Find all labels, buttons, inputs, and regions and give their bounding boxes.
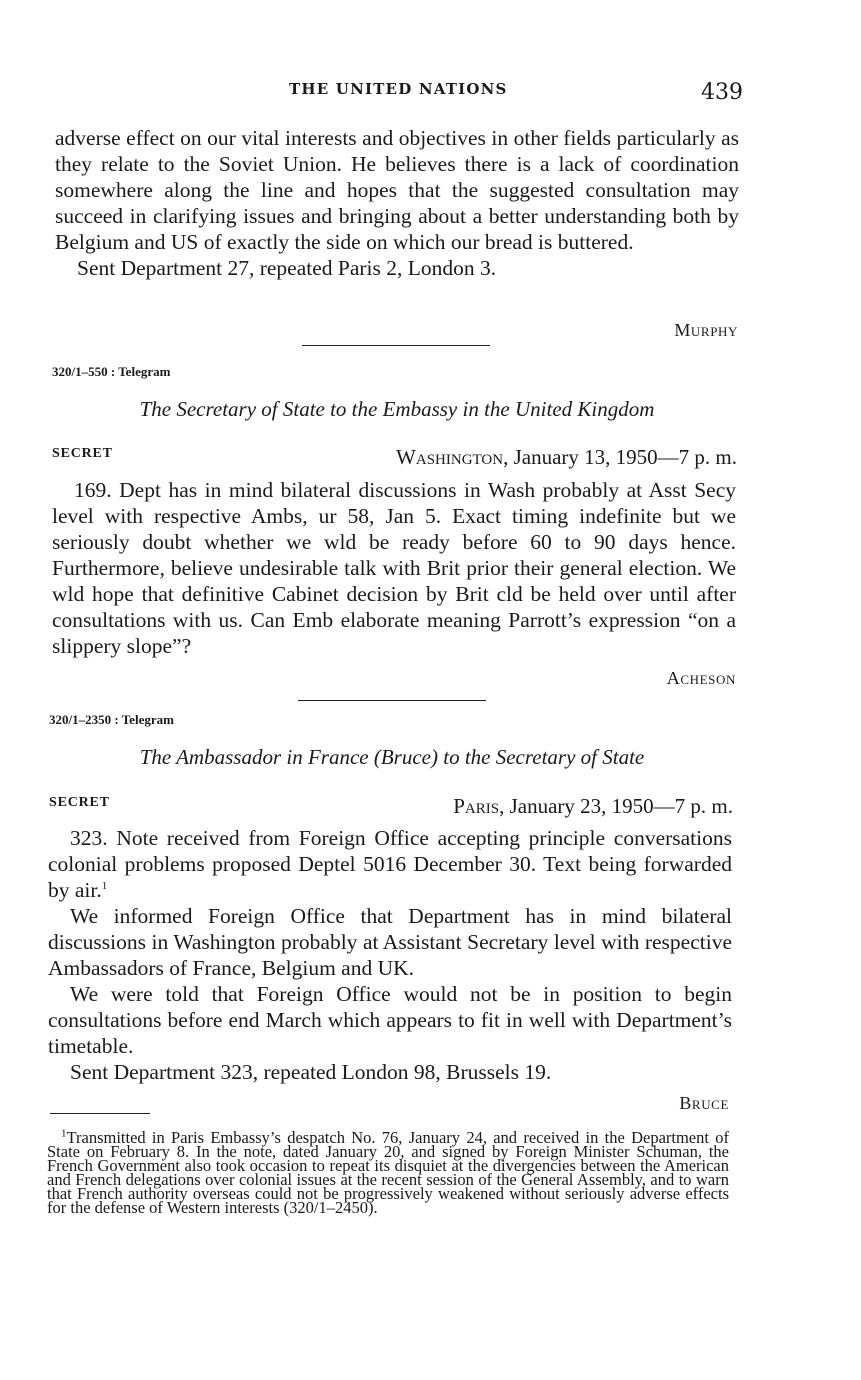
- footnote-rule: [50, 1113, 150, 1114]
- continuation-text-block: [55, 125, 739, 281]
- continuation-paragraph: adverse effect on our vital interests and objectives in other fields particularly as they relate to the Soviet Union. He believes there is a lack of coordination somewhere along the line and hopes that the suggested consultation may succeed in clarifying issues and bringing about a better understanding both by Belgium and US of exactly the side on which our bread is buttered.: [55, 126, 739, 254]
- doc1-classification: SECRET: [52, 446, 113, 461]
- running-title: THE UNITED NATIONS: [289, 80, 508, 98]
- section-divider: [302, 345, 490, 346]
- footnote-reference-mark: 1: [101, 879, 108, 892]
- doc1-heading: The Secretary of State to the Embassy in the United Kingdom: [139, 397, 655, 421]
- footnote-mark: 1: [61, 1127, 67, 1140]
- doc2-dateline: [300, 794, 733, 819]
- doc2-paragraph-2: We informed Foreign Office that Department has in mind bilateral discussions in Washington probably at Assistant Secretary level with respective Ambassadors of France, Belgium and UK.: [48, 904, 732, 980]
- doc2-sent-line: Sent Department 323, repeated London 98, Brussels 19.: [70, 1060, 552, 1084]
- doc2-file-reference: 320/1–2350 : Telegram: [49, 712, 174, 727]
- doc2-place: Paris,: [453, 794, 505, 818]
- footnote-block: [47, 1127, 729, 1217]
- signature-acheson: Acheson: [666, 668, 736, 688]
- doc2-paragraph-1-text: 323. Note received from Foreign Office accepting principle conversations colonial problems proposed Deptel 5016 December 30. Text being forwarded by air.: [48, 826, 732, 902]
- doc2-heading: [49, 745, 735, 770]
- doc2-heading-pre: The Ambassador in France (: [139, 745, 381, 769]
- signature-murphy: Murphy: [674, 320, 738, 340]
- signature-bruce: Bruce: [679, 1093, 729, 1113]
- section-divider: [298, 700, 486, 701]
- continuation-sent-line: Sent Department 27, repeated Paris 2, London 3.: [77, 256, 497, 280]
- doc1-date: January 13, 1950—7 p. m.: [513, 445, 737, 469]
- page-number: 439: [701, 80, 743, 105]
- doc2-paragraph-3: We were told that Foreign Office would not be in position to begin consultations before end March which appears to fit in well with Department’s timetable.: [48, 982, 732, 1058]
- doc2-paragraph-1: [48, 825, 732, 903]
- footnote-text: Transmitted in Paris Embassy’s despatch No. 76, January 24, and received in the Department of State on February 8. In the note, dated January 20, and signed by Foreign Minister Schuman, the French Government also took occasion to repeat its disquiet at the divergencies between the American and French delegations over colonial issues at the recent session of the General Assembly, and to warn that French authority overseas could not be progressively weakened without seriously adverse effects for the defense of Western interests (320/1–2450).: [47, 1128, 729, 1217]
- doc1-paragraph: 169. Dept has in mind bilateral discussions in Wash probably at Asst Secy level with respective Ambs, ur 58, Jan 5. Exact timing indefinite but we seriously doubt whether we wld be ready before 60 to 90 days hence. Furthermore, believe undesirable talk with Brit prior their general election. We wld hope that definitive Cabinet decision by Brit cld be held over until after consultations with us. Can Emb elaborate meaning Parrott’s expression “on a slippery slope”?: [52, 478, 736, 658]
- doc2-classification: SECRET: [49, 795, 110, 810]
- doc2-heading-post: ) to the Secretary of State: [431, 745, 645, 769]
- doc2-text-block: [48, 825, 732, 1085]
- doc2-heading-name: Bruce: [380, 745, 431, 769]
- doc1-text-block: [52, 477, 736, 659]
- doc1-file-reference: 320/1–550 : Telegram: [52, 364, 171, 379]
- doc2-date: January 23, 1950—7 p. m.: [509, 794, 733, 818]
- doc1-dateline: [300, 445, 737, 470]
- doc1-place: Washington,: [396, 445, 509, 469]
